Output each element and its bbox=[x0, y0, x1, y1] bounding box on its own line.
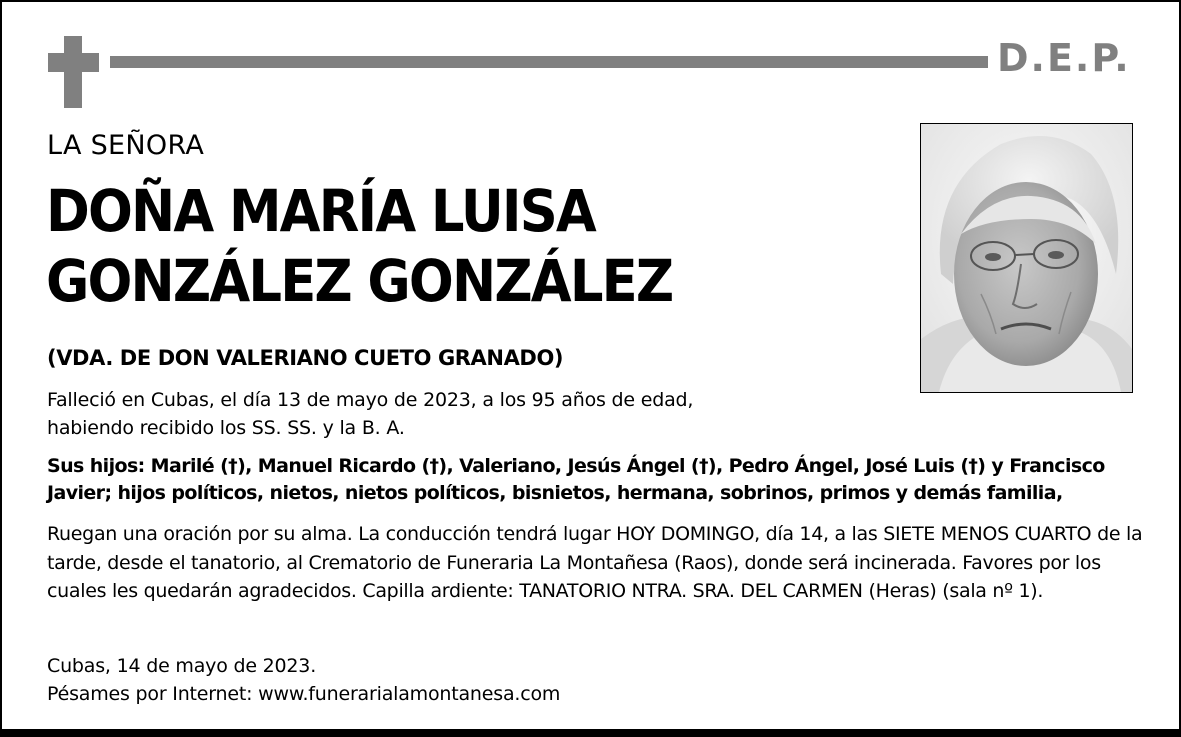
condolences-line: Pésames por Internet: www.funerarialamontanesa.com bbox=[47, 683, 561, 705]
portrait-photo bbox=[920, 123, 1133, 393]
place-date: Cubas, 14 de mayo de 2023. bbox=[47, 655, 317, 677]
cross-horizontal-bar bbox=[48, 53, 99, 72]
family-paragraph: Sus hijos: Marilé (†), Manuel Ricardo (†), Valeriano, Jesús Ángel (†), Pedro Ángel, José Luis (†) y Francisco Javier; hijos políticos, nietos, nietos políticos, bisnietos, hermana, sobrinos, primos y demás familia, bbox=[47, 455, 1105, 504]
death-notice-line-1: Falleció en Cubas, el día 13 de mayo de 2023, a los 95 años de edad, bbox=[47, 389, 694, 411]
death-notice-line-2: habiendo recibido los SS. SS. y la B. A. bbox=[47, 417, 405, 439]
deceased-name-line-2: GONZÁLEZ GONZÁLEZ bbox=[46, 247, 673, 315]
deceased-name-line-1: DOÑA MARÍA LUISA bbox=[46, 177, 595, 245]
intro-label: LA SEÑORA bbox=[47, 130, 205, 161]
portrait-image bbox=[921, 124, 1132, 392]
closing-block bbox=[47, 652, 560, 708]
dep-label: D.E.P. bbox=[997, 36, 1131, 80]
prayer-paragraph: Ruegan una oración por su alma. La conducción tendrá lugar HOY DOMINGO, día 14, a las SIETE MENOS CUARTO de la tarde, desde el tanatorio, al Crematorio de Funeraria La Montañesa (Raos), donde será incinerada. Favores por los cuales les quedarán agradecidos. Capilla ardiente: TANATORIO NTRA. SRA. DEL CARMEN (Heras) (sala nº 1). bbox=[47, 523, 1143, 602]
deceased-name bbox=[46, 176, 672, 316]
widow-of-line: (VDA. DE DON VALERIANO CUETO GRANADO) bbox=[47, 346, 564, 370]
death-notice bbox=[47, 386, 807, 442]
header-rule bbox=[110, 56, 988, 68]
cross-vertical-bar bbox=[64, 36, 82, 108]
